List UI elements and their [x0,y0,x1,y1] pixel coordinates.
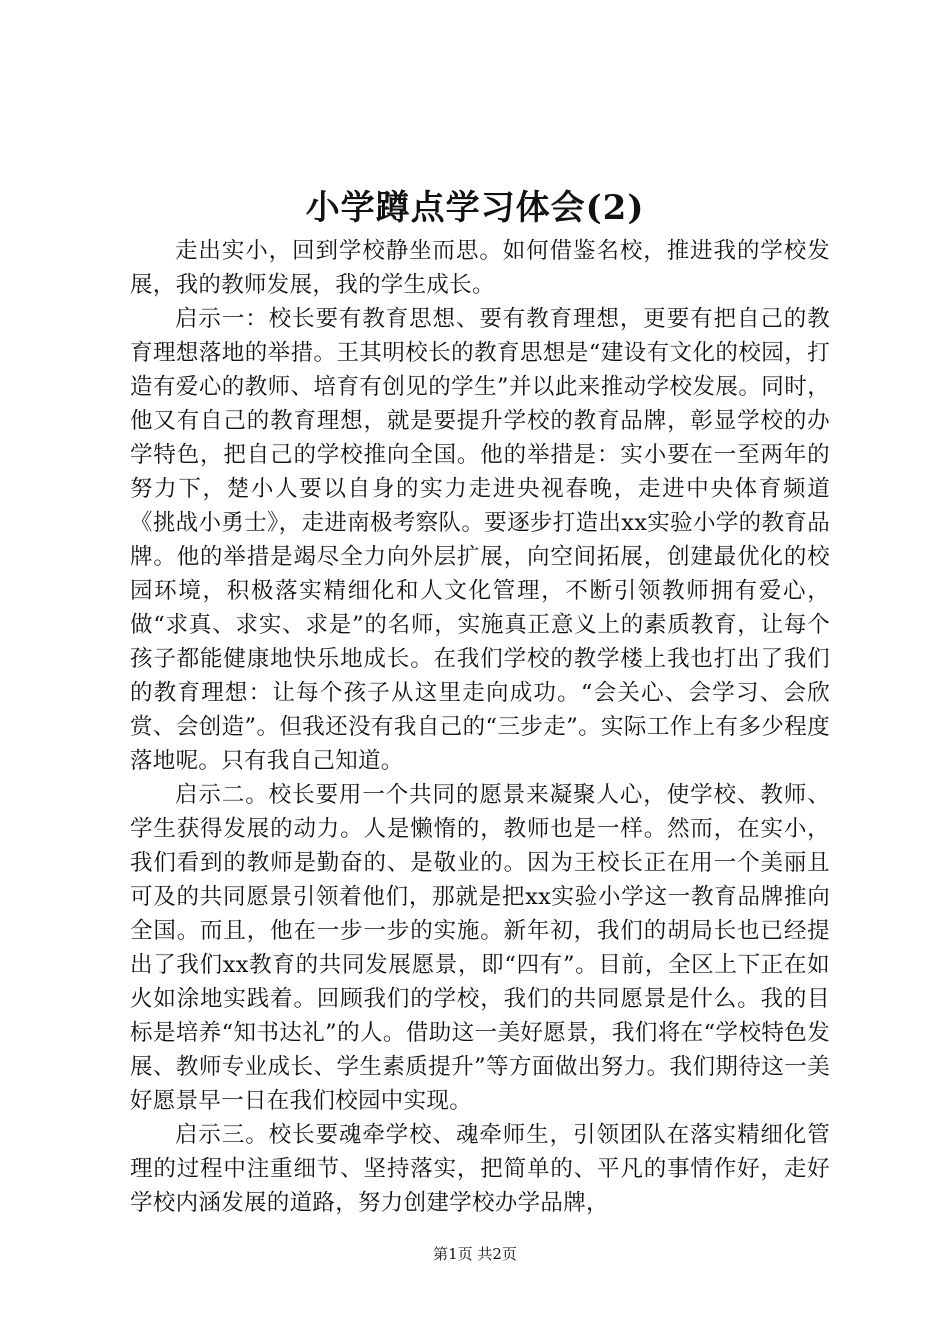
paragraph-insight-three: 启示三。校长要魂牵学校、魂牵师生，引领团队在落实精细化管理的过程中注重细节、坚持落实，把简单的、平凡的事情作好，走好学校内涵发展的道路，努力创建学校办学品牌， [130,1122,830,1216]
paragraph-insight-two: 启示二。校长要用一个共同的愿景来凝聚人心，使学校、教师、学生获得发展的动力。人是懒惰的，教师也是一样。然而，在实小，我们看到的教师是勤奋的、是敬业的。因为王校长正在用一个美丽且可及的共同愿景引领着他们，那就是把xx实验小学这一教育品牌推向全国。而且，他在一步一步的实施。新年初，我们的胡局长也已经提出了我们xx教育的共同发展愿景，即“四有”。目前，全区上下正在如火如涂地实践着。回顾我们的学校，我们的共同愿景是什么。我的目标是培养“知书达礼”的人。借助这一美好愿景，我们将在“学校特色发展、教师专业成长、学生素质提升”等方面做出努力。我们期待这一美好愿景早一日在我们校园中实现。 [130,782,830,1114]
paragraph-insight-one: 启示一：校长要有教育思想、要有教育理想，更要有把自己的教育理想落地的举措。王其明校长的教育思想是“建设有文化的校园，打造有爱心的教师、培育有创见的学生”并以此来推动学校发展。同时，他又有自己的教育理想，就是要提升学校的教育品牌，彰显学校的办学特色，把自己的学校推向全国。他的举措是：实小要在一至两年的努力下，楚小人要以自身的实力走进央视春晚，走进中央体育频道《挑战小勇士》，走进南极考察队。要逐步打造出xx实验小学的教育品牌。他的举措是竭尽全力向外层扩展，向空间拓展，创建最优化的校园环境，积极落实精细化和人文化管理，不断引领教师拥有爱心，做“求真、求实、求是”的名师，实施真正意义上的素质教育，让每个孩子都能健康地快乐地成长。在我们学校的教学楼上我也打出了我们的教育理想：让每个孩子从这里走向成功。“会关心、会学习、会欣赏、会创造”。但我还没有我自己的“三步走”。实际工作上有多少程度落地呢。只有我自己知道。 [130,306,830,774]
document-body [130,234,830,1220]
paragraph-intro: 走出实小，回到学校静坐而思。如何借鉴名校，推进我的学校发展，我的教师发展，我的学生成长。 [130,238,830,298]
page-number-footer: 第1页 共2页 [433,1245,517,1263]
document-title: 小学蹲点学习体会(2) [305,188,645,228]
